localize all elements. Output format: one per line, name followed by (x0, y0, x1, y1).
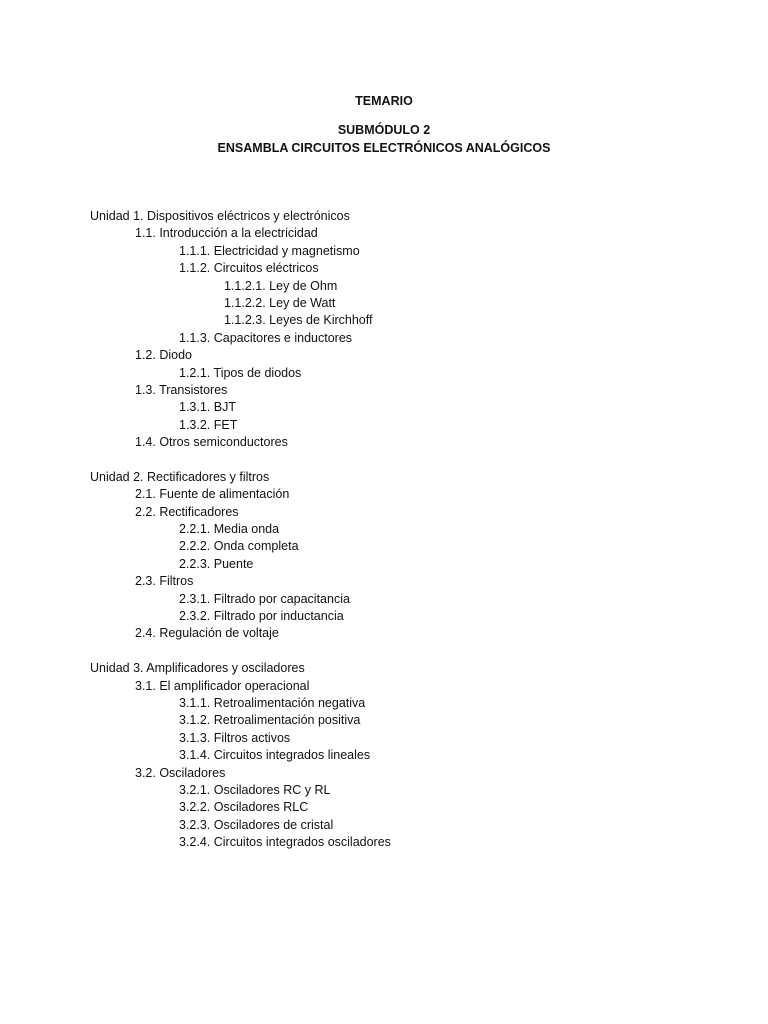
toc-entry: 3.2.2. Osciladores RLC (179, 800, 309, 815)
toc-entry: 3.1.2. Retroalimentación positiva (179, 713, 361, 728)
toc-entry: 3.2.1. Osciladores RC y RL (179, 782, 331, 797)
document-subtitle-2: ENSAMBLA CIRCUITOS ELECTRÓNICOS ANALÓGICOS (217, 141, 551, 155)
table-of-contents (90, 208, 730, 869)
document-subtitle: SUBMÓDULO 2 (337, 123, 431, 137)
toc-entry: 1.1.2.3. Leyes de Kirchhoff (224, 313, 373, 328)
unit-block (90, 208, 730, 451)
toc-entry: 1.2.1. Tipos de diodos (179, 365, 302, 380)
toc-entry: 3.1. El amplificador operacional (135, 678, 310, 693)
unit-heading: Unidad 1. Dispositivos eléctricos y electrónicos (90, 209, 350, 223)
toc-entry: 1.1.3. Capacitores e inductores (179, 330, 353, 345)
toc-entry: 1.4. Otros semiconductores (135, 435, 288, 450)
toc-entry: 2.2.1. Media onda (179, 522, 280, 537)
toc-entry: 1.1.1. Electricidad y magnetismo (179, 243, 360, 258)
toc-entry: 2.4. Regulación de voltaje (135, 626, 279, 641)
unit-heading: Unidad 2. Rectificadores y filtros (90, 469, 270, 484)
toc-entry: 3.1.4. Circuitos integrados lineales (179, 748, 371, 763)
toc-entry: 1.1. Introducción a la electricidad (135, 226, 318, 241)
toc-entry: 1.3.1. BJT (179, 400, 236, 415)
toc-entry: 2.2.2. Onda completa (179, 539, 299, 554)
toc-entry: 1.1.2.1. Ley de Ohm (224, 278, 338, 293)
toc-entry: 3.1.1. Retroalimentación negativa (179, 695, 366, 710)
toc-entry: 2.1. Fuente de alimentación (135, 487, 290, 502)
toc-entry: 2.3.1. Filtrado por capacitancia (179, 591, 350, 606)
toc-entry: 3.2.4. Circuitos integrados osciladores (179, 835, 391, 850)
toc-entry: 1.1.2. Circuitos eléctricos (179, 261, 319, 276)
toc-entry: 3.2.3. Osciladores de cristal (179, 817, 334, 832)
toc-entry: 2.2. Rectificadores (135, 504, 239, 519)
unit-block (90, 660, 730, 851)
toc-entry: 3.1.3. Filtros activos (179, 730, 291, 745)
document-title: TEMARIO (355, 94, 413, 108)
toc-entry: 3.2. Osciladores (135, 765, 226, 780)
toc-entry: 2.2.3. Puente (179, 556, 254, 571)
unit-heading: Unidad 3. Amplificadores y osciladores (90, 661, 305, 676)
toc-entry: 2.3.2. Filtrado por inductancia (179, 608, 344, 623)
toc-entry: 1.2. Diodo (135, 348, 192, 363)
toc-entry: 2.3. Filtros (135, 574, 194, 589)
toc-entry: 1.1.2.2. Ley de Watt (224, 295, 336, 310)
toc-entry: 1.3. Transistores (135, 382, 228, 397)
toc-entry: 1.3.2. FET (179, 417, 238, 432)
unit-block (90, 469, 730, 643)
